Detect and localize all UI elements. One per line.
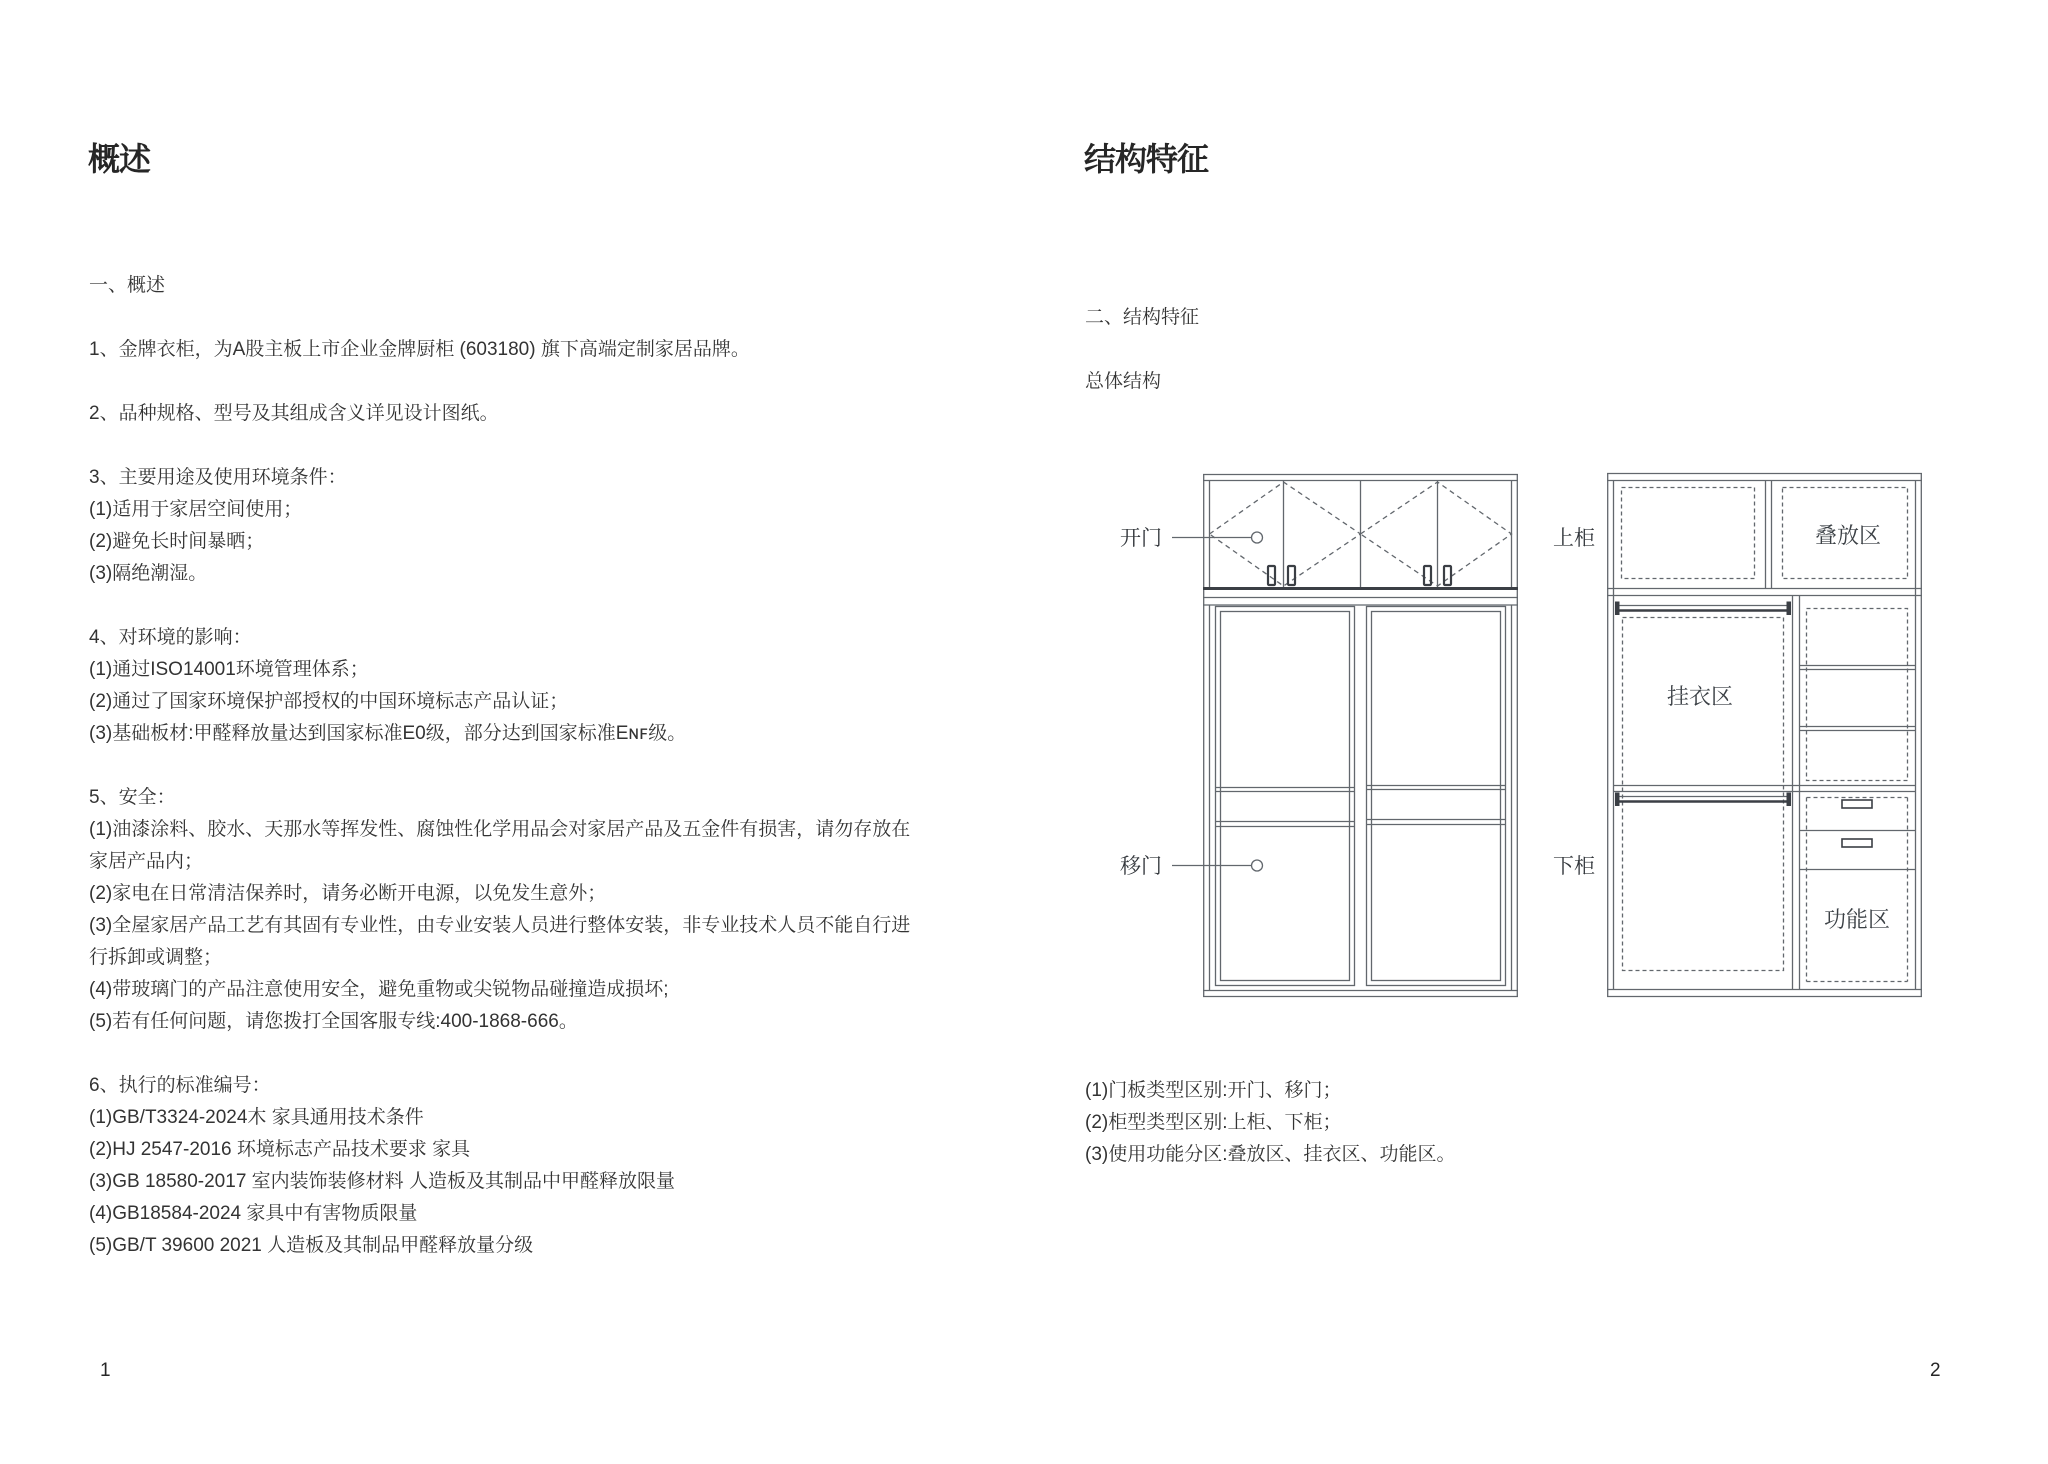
label-open-door: 开门 [1120, 527, 1162, 550]
text-line: (4)带玻璃门的产品注意使用安全，避免重物或尖锐物品碰撞造成损坏; [89, 979, 669, 1000]
page-title-overview: 概述 [88, 141, 151, 177]
paragraph-block [89, 462, 989, 590]
text-line: 行拆卸或调整； [89, 947, 223, 968]
note-line: (1)门板类型区别:开门、移门； [1085, 1080, 1342, 1101]
text-line: (2)避免长时间暴晒； [89, 531, 265, 552]
note-line: (3)使用功能分区:叠放区、挂衣区、功能区。 [1085, 1144, 1456, 1165]
text-line: (1)适用于家居空间使用； [89, 499, 303, 520]
door-swing-diamond-left [1210, 482, 1361, 586]
label-function-zone: 功能区 [1824, 907, 1891, 932]
paragraph-block [89, 270, 989, 302]
sliding-door-callout-circle [1252, 860, 1263, 871]
text-line: (3)全屋家居产品工艺有其固有专业性，由专业安装人员进行整体安装，非专业技术人员不能自行进 [89, 915, 911, 936]
page-number-left: 1 [100, 1360, 111, 1381]
hanging-zone-dashed [1623, 618, 1784, 971]
note-line: (2)柜型类型区别:上柜、下柜； [1085, 1112, 1342, 1133]
door-swing-diamond-right [1361, 482, 1512, 586]
label-sliding-door: 移门 [1120, 855, 1162, 878]
open-door-callout-circle [1252, 532, 1263, 543]
text-line: (1)通过ISO14001环境管理体系； [89, 659, 369, 680]
overview-body [89, 270, 989, 1294]
label-lower-cabinet: 下柜 [1553, 855, 1595, 878]
label-hanging-zone: 挂衣区 [1667, 684, 1734, 709]
paragraph-block [89, 622, 989, 750]
upper-left-zone-dashed [1622, 488, 1755, 579]
drawer-handle [1842, 800, 1872, 808]
text-line: (5)若有任何问题，请您拨打全国客服专线:400-1868-666。 [89, 1011, 578, 1032]
wardrobe-diagrams [1110, 470, 1930, 1000]
door-handle [1288, 566, 1295, 585]
text-line: (5)GB/T 39600 2021 人造板及其制品甲醛释放量分级 [89, 1235, 534, 1256]
sliding-door-right [1367, 607, 1506, 986]
section-heading: 二、结构特征 [1085, 307, 1200, 328]
door-handle [1268, 566, 1275, 585]
text-line: 2、品种规格、型号及其组成含义详见设计图纸。 [89, 403, 499, 424]
subsection-heading: 总体结构 [1085, 371, 1162, 392]
text-line: 一、概述 [89, 275, 166, 296]
text-line: (2)通过了国家环境保护部授权的中国环境标志产品认证； [89, 691, 569, 712]
text-line: 5、安全： [89, 787, 176, 808]
label-upper-cabinet: 上柜 [1553, 527, 1595, 550]
text-line: 3、主要用途及使用环境条件： [89, 467, 347, 488]
text-line: (3)隔绝潮湿。 [89, 563, 208, 584]
text-line: (3)GB 18580-2017 室内装饰装修材料 人造板及其制品中甲醛释放限量 [89, 1171, 675, 1192]
text-line: (2)HJ 2547-2016 环境标志产品技术要求 家具 [89, 1139, 471, 1160]
text-line: (4)GB18584-2024 家具中有害物质限量 [89, 1203, 418, 1224]
text-line: (3)基础板材:甲醛释放量达到国家标准E0级，部分达到国家标准Eɴꜰ级。 [89, 723, 687, 744]
paragraph-block [89, 1070, 989, 1262]
page-title-structure: 结构特征 [1084, 141, 1209, 177]
text-line: 家居产品内； [89, 851, 204, 872]
text-line: (1)GB/T3324-2024木 家具通用技术条件 [89, 1107, 424, 1128]
paragraph-block [89, 782, 989, 1038]
shelf-zone-dashed [1807, 609, 1908, 781]
drawer-handle [1842, 839, 1872, 847]
sliding-door-left [1216, 607, 1355, 986]
text-line: (2)家电在日常清洁保养时，请务必断开电源，以免发生意外； [89, 883, 607, 904]
page-number-right: 2 [1930, 1360, 1941, 1381]
text-line: (1)油漆涂料、胶水、天那水等挥发性、腐蚀性化学用品会对家居产品及五金件有损害，请勿存放在 [89, 819, 911, 840]
door-type-wardrobe-diagram [1203, 474, 1518, 997]
text-line: 4、对环境的影响： [89, 627, 252, 648]
paragraph-block [89, 398, 989, 430]
paragraph-block [89, 334, 989, 366]
door-handle [1444, 566, 1451, 585]
text-line: 6、执行的标准编号： [89, 1075, 271, 1096]
door-handle [1424, 566, 1431, 585]
label-stack-zone: 叠放区 [1815, 523, 1882, 548]
structure-notes [1085, 1075, 1456, 1171]
text-line: 1、金牌衣柜，为A股主板上市企业金牌厨柜 (603180) 旗下高端定制家居品牌。 [89, 339, 750, 360]
